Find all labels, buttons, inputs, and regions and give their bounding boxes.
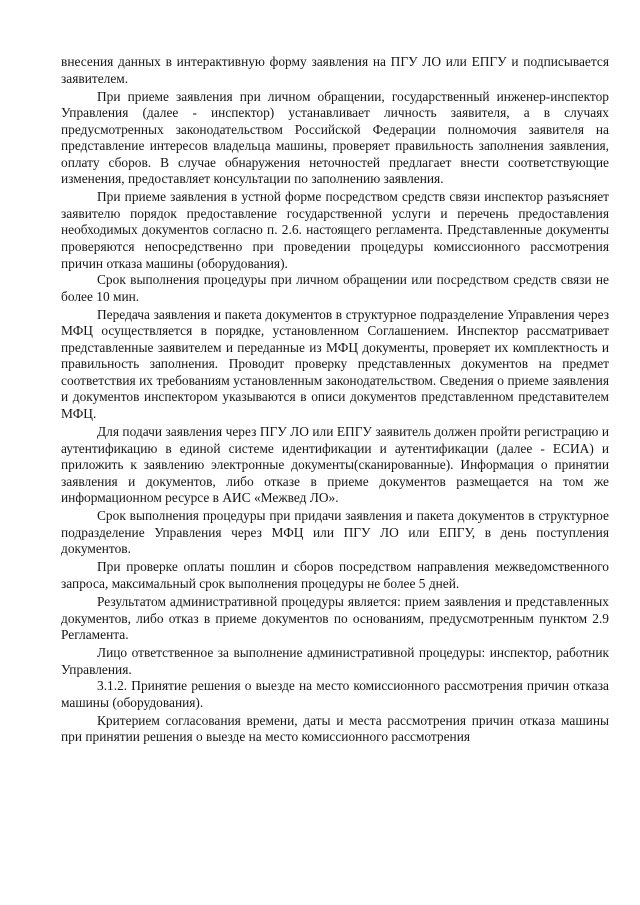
paragraph-mfc-transfer: Передача заявления и пакета документов в структурное подразделение Управления через МФЦ осуществляется в порядке, установленном Соглашением. Инспектор рассматривает представленные заявителем и переданные из МФЦ документы, проверяет их комплектность и правильность заполнения. Проводит проверку представленных документов на предмет соответствия их требованиям установленным законодательством. Сведения о приеме заявления и документов инспектором указываются в описи документов представленном представителем МФЦ. (61, 306, 609, 421)
paragraph-fee-check: При проверке оплаты пошлин и сборов посредством направления межведомственного запроса, максимальный срок выполнения процедуры не более 5 дней. (61, 559, 609, 591)
paragraph-continuation: внесения данных в интерактивную форму заявления на ПГУ ЛО или ЕПГУ и подписывается заявителем. (61, 54, 609, 86)
paragraph-criterion: Критерием согласования времени, даты и места рассмотрения причин отказа машины при принятии решения о выезде на место комиссионного рассмотрения (61, 712, 609, 745)
paragraph-responsible: Лицо ответственное за выполнение административной процедуры: инспектор, работник Управления. (61, 645, 609, 677)
paragraph-mfc-term: Срок выполнения процедуры при придачи заявления и пакета документов в структурное подразделение Управления через МФЦ или ПГУ ЛО или ЕПГУ, в день поступления документов. (61, 508, 609, 557)
paragraph-personal-reception: При приеме заявления при личном обращении, государственный инженер-инспектор Управления (далее - инспектор) устанавливает личность заявителя, а в случаях предусмотренных законодательством Российской Федерации полномочия заявителя на представление интересов владельца машины, проверяет правильность заполнения заявления, оплату сборов. В случае обнаружения неточностей предлагает внести соответствующие изменения, предоставляет консультации по заполнению заявления. (61, 88, 609, 187)
paragraph-personal-term: Срок выполнения процедуры при личном обращении или посредством средств связи не более 10 мин. (61, 272, 609, 304)
paragraph-section-3-1-2: 3.1.2. Принятие решения о выезде на место комиссионного рассмотрения причин отказа машины (оборудования). (61, 678, 609, 710)
paragraph-oral-reception: При приеме заявления в устной форме посредством средств связи инспектор разъясняет заявителю порядок предоставление государственной услуги и перечень предоставления необходимых документов согласно п. 2.6. настоящего регламента. Представленные документы проверяются непосредственно при проведении процедуры комиссионного рассмотрения причин отказа машины (оборудования). (61, 189, 609, 271)
paragraph-result: Результатом административной процедуры является: прием заявления и представленных документов, либо отказ в приеме документов по основаниям, предусмотренным пунктом 2.9 Регламента. (61, 594, 609, 643)
paragraph-online-submission: Для подачи заявления через ПГУ ЛО или ЕПГУ заявитель должен пройти регистрацию и аутентификацию в единой системе идентификации и аутентификации (далее - ЕСИА) и приложить к заявлению электронные документы(сканированные). Информация о принятии заявления и документов, либо отказе в приеме документов размещается на том же информационном ресурсе в АИС «Межвед ЛО». (61, 424, 609, 506)
